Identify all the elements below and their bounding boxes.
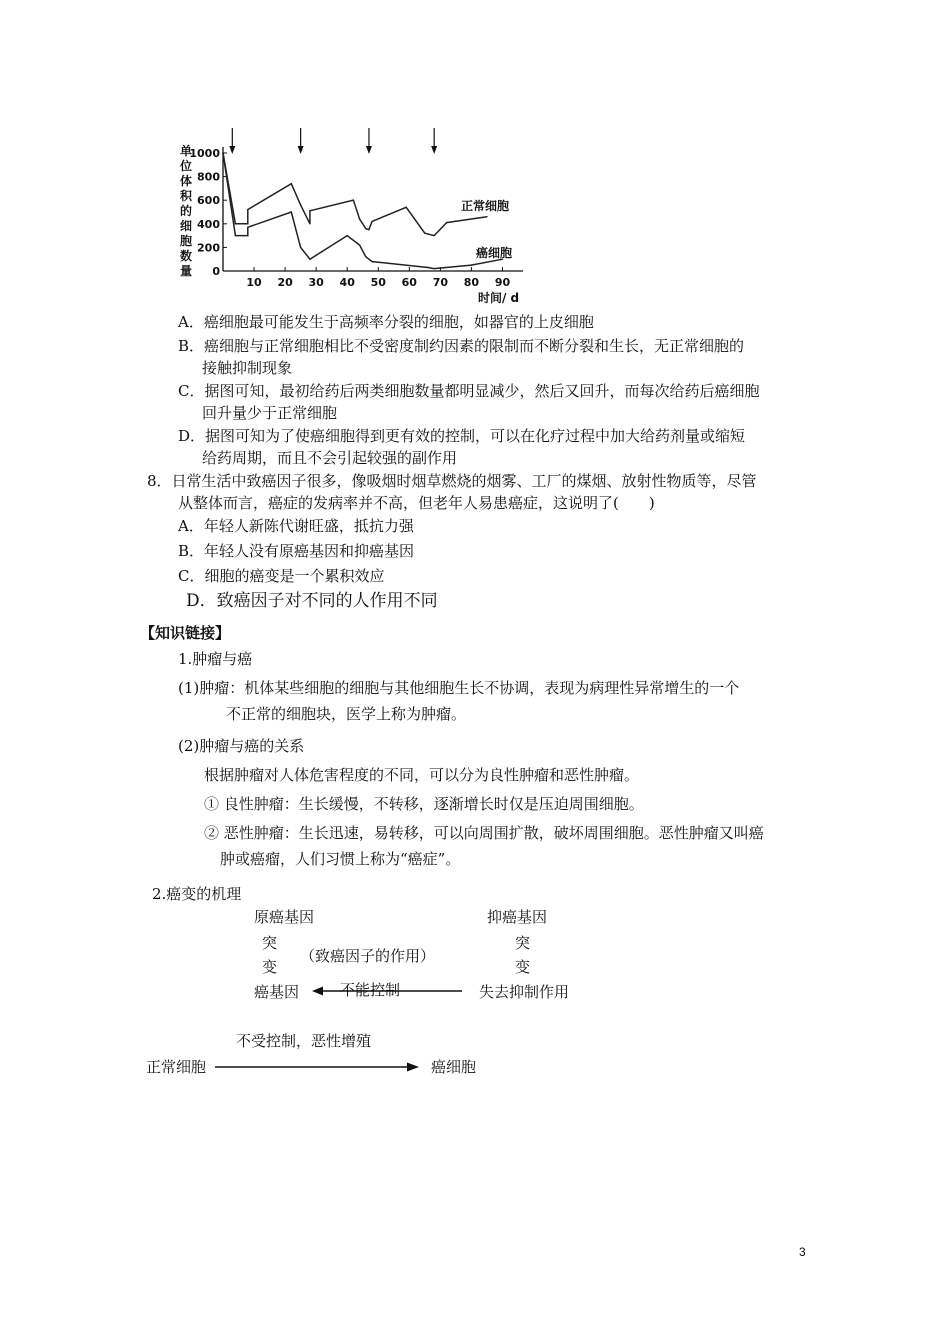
series-point <box>222 152 223 153</box>
q8-stem-line1: 8．日常生活中致癌因子很多，像吸烟时烟草燃烧的烟雾、工厂的煤烟、放射性物质等，尽管 <box>147 472 757 490</box>
tumor-cancer-relation-title: (2)肿瘤与癌的关系 <box>178 737 305 755</box>
y-tick-label: 800 <box>197 170 220 184</box>
x-tick-label: 70 <box>432 276 449 289</box>
x-tick-label: 40 <box>339 276 355 289</box>
q8-option-a: A．年轻人新陈代谢旺盛，抵抗力强 <box>178 517 414 535</box>
series-point <box>235 223 236 224</box>
benign-tumor: ① 良性肿瘤：生长缓慢，不转移，逐渐增长时仅是压迫周围细胞。 <box>204 795 644 813</box>
section-2-title: 2.癌变的机理 <box>152 885 242 903</box>
cancer-cell-label: 癌细胞 <box>431 1058 477 1076</box>
x-tick-label: 10 <box>246 276 262 289</box>
x-tick-label: 50 <box>370 276 386 289</box>
y-axis-label-char: 单 <box>180 144 193 158</box>
section-1-title: 1.肿瘤与癌 <box>178 650 253 668</box>
series-point <box>446 222 447 223</box>
mutation-char-2-left: 变 <box>262 958 278 976</box>
y-tick-label: 1000 <box>189 147 220 160</box>
series-point <box>300 204 301 205</box>
y-tick-label: 0 <box>212 265 220 278</box>
mutation-char-2-right: 变 <box>515 958 531 976</box>
proto-oncogene-label: 原癌基因 <box>254 908 315 926</box>
dose-arrow-head <box>431 146 437 154</box>
series-point <box>309 223 310 224</box>
q8-option-d: D．致癌因子对不同的人作用不同 <box>186 591 438 611</box>
y-axis-label-char: 胞 <box>180 234 193 248</box>
series-point <box>247 223 248 224</box>
series-point <box>471 264 472 265</box>
y-axis-label-char: 量 <box>180 264 193 278</box>
series-point <box>359 244 360 245</box>
dose-arrow-head <box>366 146 372 154</box>
page-number: 3 <box>799 1245 806 1259</box>
transformation-arrow <box>214 1060 420 1074</box>
tumor-classification: 根据肿瘤对人体危害程度的不同，可以分为良性肿瘤和恶性肿瘤。 <box>204 766 640 784</box>
dose-arrow-head <box>298 146 304 154</box>
tumor-definition-line2: 不正常的细胞块，医学上称为肿瘤。 <box>226 705 467 723</box>
series-point <box>427 267 428 268</box>
x-tick-labels <box>246 267 510 289</box>
series-point <box>300 247 301 248</box>
q8-stem-line2: 从整体而言，癌症的发病率并不高，但老年人易患癌症，这说明了( ) <box>178 494 655 512</box>
mutation-char-1-right: 突 <box>515 934 531 952</box>
lose-suppression-label: 失去抑制作用 <box>479 983 570 1001</box>
series-point <box>291 211 292 212</box>
malignant-tumor-line2: 肿或癌瘤，人们习惯上称为“癌症”。 <box>220 850 461 868</box>
tumor-definition-line1: (1)肿瘤：机体某些细胞的细胞与其他细胞生长不协调，表现为病理性异常增生的一个 <box>178 679 740 697</box>
x-tick-label: 80 <box>463 276 480 289</box>
series-point <box>486 216 487 217</box>
q8-option-c: C．细胞的癌变是一个累积效应 <box>178 567 385 585</box>
x-axis-label: 时间/ d <box>478 291 520 305</box>
series-point <box>365 228 366 229</box>
series-point <box>247 227 248 228</box>
series-point <box>365 256 366 257</box>
series-point <box>247 235 248 236</box>
series-point <box>371 261 372 262</box>
q7-option-b-line1: B．癌细胞与正常细胞相比不受密度制约因素的限制而不断分裂和生长，无正常细胞的 <box>178 337 745 355</box>
series-point <box>235 235 236 236</box>
dose-arrows <box>229 128 437 154</box>
malignant-tumor-line1: ② 恶性肿瘤：生长迅速，易转移，可以向周围扩散，破坏周围细胞。恶性肿瘤又叫癌 <box>204 824 764 842</box>
legend-cancer-cell: 癌细胞 <box>476 246 513 260</box>
series-point <box>347 235 348 236</box>
series-point <box>406 207 407 208</box>
normal-cell-label: 正常细胞 <box>146 1058 207 1076</box>
y-tick-label: 600 <box>197 194 220 208</box>
oncogene-label: 癌基因 <box>254 983 300 1001</box>
q7-option-b-line2: 接触抑制现象 <box>202 359 293 377</box>
y-axis-label-char: 积 <box>180 189 193 203</box>
mutation-char-1-left: 突 <box>262 934 278 952</box>
q7-option-d-line1: D．据图可知为了使癌细胞得到更有效的控制，可以在化疗过程中加大给药剂量或缩短 <box>178 427 746 445</box>
x-tick-label: 60 <box>401 276 417 289</box>
series-point <box>433 235 434 236</box>
q7-option-c-line1: C．据图可知，最初给药后两类细胞数量都明显减少，然后又回升，而每次给药后癌细胞 <box>178 382 760 400</box>
y-tick-label: 400 <box>197 217 220 231</box>
series-point <box>424 233 425 234</box>
cell-count-line-chart <box>178 125 538 310</box>
y-axis-label-char: 数 <box>180 249 193 263</box>
carcinogen-action-label: （致癌因子的作用） <box>300 947 436 965</box>
y-axis-label <box>179 143 193 278</box>
y-axis-label-char: 位 <box>180 159 193 173</box>
series-point <box>368 259 369 260</box>
series-point <box>353 200 354 201</box>
x-tick-label: 90 <box>494 276 511 289</box>
knowledge-heading: 【知识链接】 <box>140 624 231 642</box>
q7-option-c-line2: 回升量少于正常细胞 <box>202 404 338 422</box>
dose-arrow-head <box>229 146 235 154</box>
series-point <box>309 259 310 260</box>
uncontrolled-proliferation-label: 不受控制，恶性增殖 <box>236 1032 372 1050</box>
cannot-control-arrow <box>312 984 464 998</box>
y-tick-label: 200 <box>197 241 220 255</box>
series-point <box>247 209 248 210</box>
tumor-suppressor-label: 抑癌基因 <box>487 908 548 926</box>
series-point <box>291 183 292 184</box>
x-tick-label: 30 <box>308 276 324 289</box>
series-point <box>433 268 434 269</box>
y-axis-label-char: 体 <box>180 174 193 188</box>
series-point <box>309 210 310 211</box>
series-point <box>359 218 360 219</box>
y-tick-labels <box>189 147 227 278</box>
legend-normal-cell: 正常细胞 <box>461 199 510 213</box>
y-axis-label-char: 细 <box>180 219 193 233</box>
normal-cell-series-line <box>223 153 487 236</box>
q8-option-b: B．年轻人没有原癌基因和抑癌基因 <box>178 542 415 560</box>
series-point <box>371 221 372 222</box>
x-tick-label: 20 <box>277 276 293 289</box>
series-point <box>368 229 369 230</box>
q7-option-d-line2: 给药周期，而且不会引起较强的副作用 <box>202 449 458 467</box>
y-axis-label-char: 的 <box>180 204 193 218</box>
cannot-control-label: 不能控制 <box>340 981 401 999</box>
q7-option-a: A．癌细胞最可能发生于高频率分裂的细胞，如器官的上皮细胞 <box>178 313 594 331</box>
